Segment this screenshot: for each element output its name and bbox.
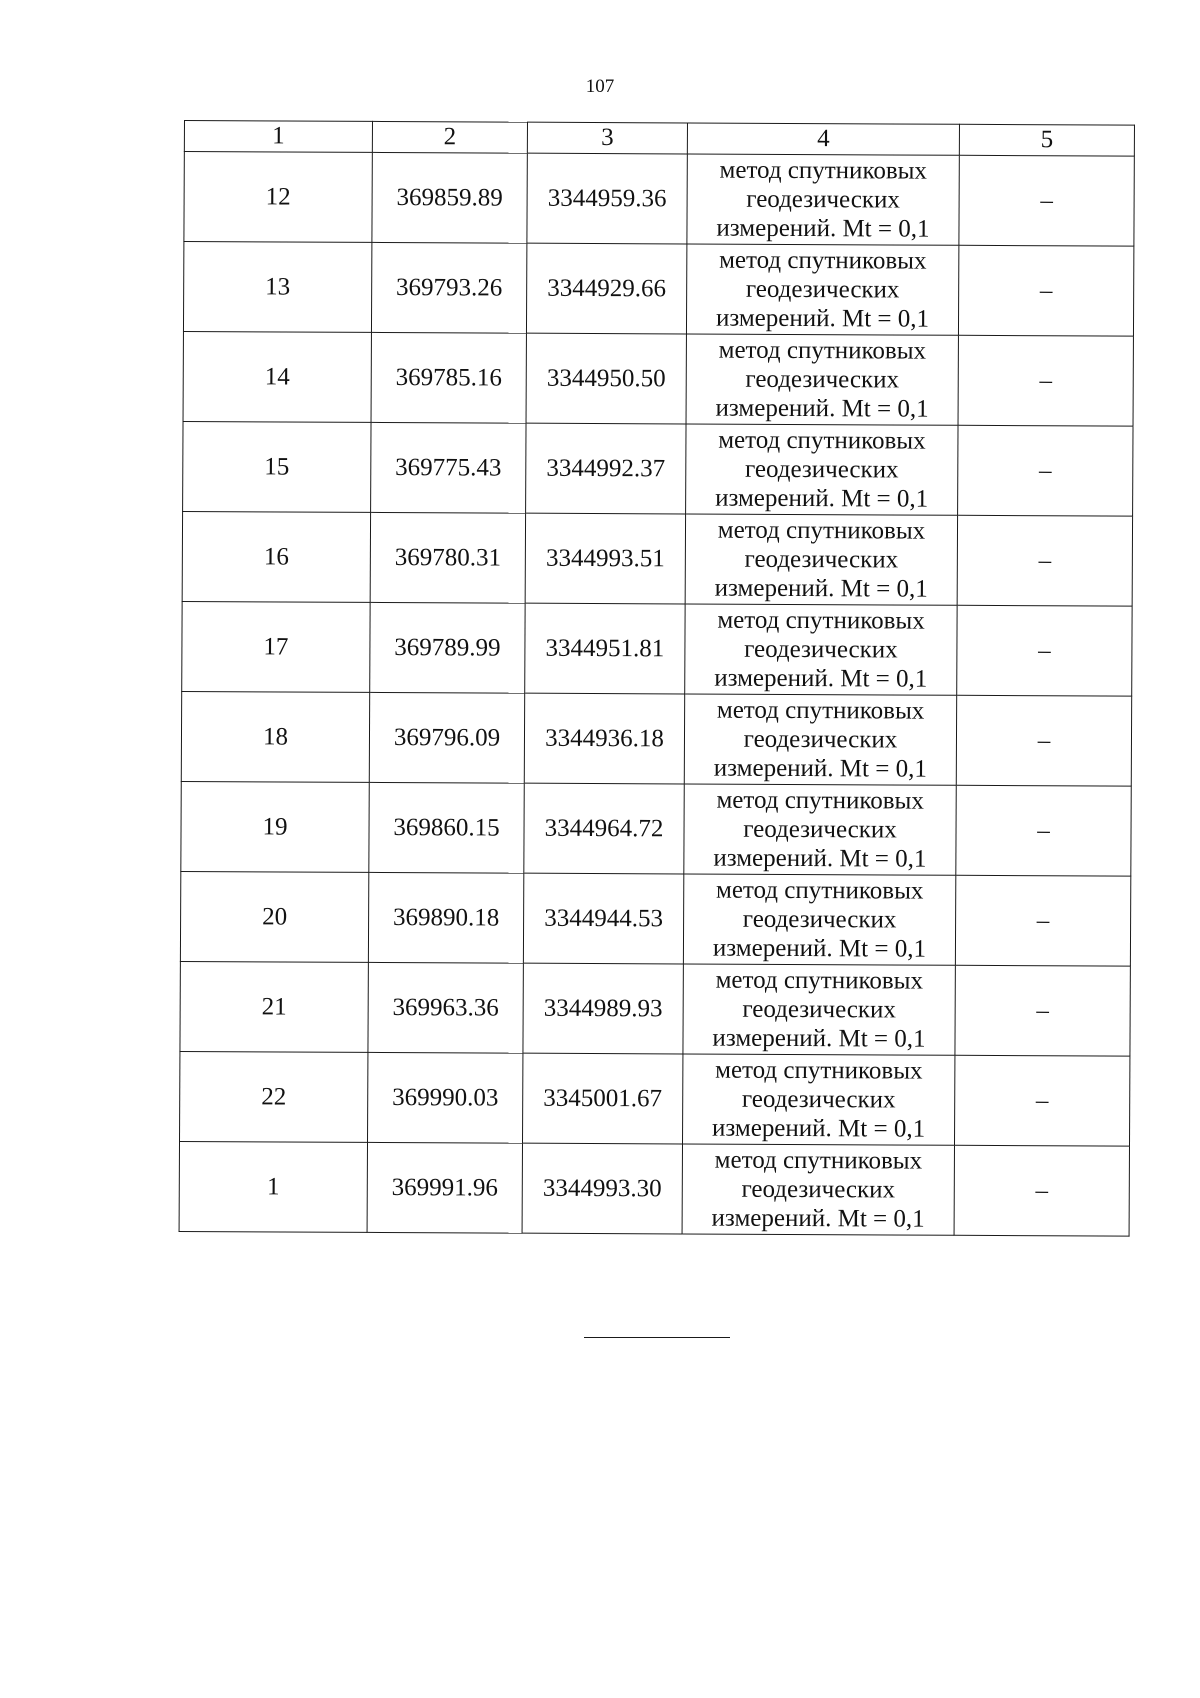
- method-cell: [683, 1054, 955, 1145]
- x-coordinate-cell: 369796.09: [369, 692, 524, 783]
- method-cell: [685, 514, 957, 605]
- y-coordinate-cell: 3344929.66: [526, 243, 686, 334]
- method-text-line: геодезических: [744, 455, 899, 484]
- method-text-line: метод спутниковых: [718, 336, 927, 365]
- point-number-cell: 22: [180, 1051, 368, 1142]
- method-text-line: метод спутниковых: [718, 426, 926, 455]
- x-coordinate-cell: 369789.99: [370, 602, 525, 693]
- column-header-1: 1: [184, 121, 372, 153]
- note-cell: –: [957, 605, 1132, 696]
- method-text-line: геодезических: [743, 815, 897, 844]
- y-coordinate-cell: 3344936.18: [524, 693, 684, 784]
- x-coordinate-cell: 369990.03: [368, 1052, 523, 1143]
- method-text-line: метод спутниковых: [714, 1146, 923, 1175]
- table-row: [180, 1051, 1130, 1146]
- table-row: [179, 1141, 1129, 1236]
- point-number-cell: 14: [183, 331, 371, 422]
- method-cell: [685, 604, 957, 695]
- table-row: [183, 242, 1133, 337]
- note-cell: –: [958, 425, 1133, 516]
- x-coordinate-cell: 369890.18: [368, 872, 523, 963]
- method-text-line: метод спутниковых: [717, 516, 926, 545]
- method-text-line: геодезических: [744, 635, 898, 664]
- method-text-line: геодезических: [742, 905, 897, 934]
- x-coordinate-cell: 369775.43: [371, 422, 526, 513]
- note-cell: –: [959, 155, 1134, 246]
- point-number-cell: 13: [183, 242, 371, 333]
- y-coordinate-cell: 3344989.93: [523, 963, 683, 1054]
- table-row: [181, 691, 1131, 786]
- method-text-line: метод спутниковых: [715, 876, 924, 905]
- method-text-line: геодезических: [741, 1175, 896, 1204]
- note-cell: –: [955, 965, 1130, 1056]
- table-body: [179, 152, 1134, 1237]
- y-coordinate-cell: 3344959.36: [527, 153, 687, 244]
- method-text-line: измерений. Mt = 0,1: [712, 934, 927, 963]
- method-text-line: геодезических: [742, 995, 897, 1024]
- y-coordinate-cell: 3344951.81: [525, 603, 685, 694]
- x-coordinate-cell: 369780.31: [370, 512, 525, 603]
- method-text-line: измерений. Mt = 0,1: [711, 1204, 925, 1233]
- method-text-line: метод спутниковых: [716, 696, 925, 725]
- table-header: [184, 121, 1134, 157]
- note-cell: –: [956, 695, 1131, 786]
- x-coordinate-cell: 369991.96: [367, 1142, 522, 1233]
- method-text-line: метод спутниковых: [715, 966, 924, 995]
- note-cell: –: [955, 875, 1130, 966]
- note-cell: –: [954, 1145, 1129, 1236]
- table-row: [180, 871, 1130, 966]
- table-row: [184, 152, 1134, 247]
- column-header-2: 2: [372, 121, 527, 153]
- method-cell: [683, 964, 955, 1055]
- column-header-4: 4: [687, 123, 959, 155]
- method-cell: [686, 244, 958, 335]
- table-row: [183, 421, 1133, 516]
- method-text-line: измерений. Mt = 0,1: [713, 754, 927, 783]
- method-text-line: геодезических: [743, 725, 898, 754]
- note-cell: –: [956, 785, 1131, 876]
- header-row: [184, 121, 1134, 157]
- y-coordinate-cell: 3345001.67: [523, 1053, 683, 1144]
- method-text-line: геодезических: [744, 545, 899, 574]
- note-cell: –: [954, 1055, 1129, 1146]
- method-text-line: метод спутниковых: [719, 156, 928, 185]
- table-row: [183, 331, 1133, 426]
- closing-rule: [584, 1337, 730, 1338]
- method-cell: [684, 784, 956, 875]
- y-coordinate-cell: 3344992.37: [526, 423, 686, 514]
- note-cell: –: [958, 245, 1133, 336]
- column-header-5: 5: [959, 124, 1134, 156]
- table-row: [182, 601, 1132, 696]
- point-number-cell: 17: [182, 601, 370, 692]
- point-number-cell: 16: [182, 511, 370, 602]
- method-text-line: измерений. Mt = 0,1: [715, 394, 929, 423]
- method-text-line: измерений. Mt = 0,1: [712, 1024, 926, 1053]
- note-cell: –: [957, 515, 1132, 606]
- method-cell: [686, 334, 958, 425]
- point-number-cell: 21: [180, 961, 368, 1052]
- method-text-line: метод спутниковых: [715, 1056, 923, 1085]
- y-coordinate-cell: 3344993.30: [522, 1143, 682, 1234]
- method-text-line: измерений. Mt = 0,1: [714, 664, 928, 693]
- method-cell: [684, 694, 956, 785]
- method-text-line: геодезических: [745, 365, 900, 394]
- point-number-cell: 19: [181, 781, 369, 872]
- y-coordinate-cell: 3344964.72: [524, 783, 684, 874]
- column-header-3: 3: [527, 122, 687, 154]
- note-cell: –: [958, 335, 1133, 426]
- table-row: [180, 961, 1130, 1056]
- x-coordinate-cell: 369963.36: [368, 962, 523, 1053]
- point-number-cell: 1: [179, 1141, 367, 1232]
- coordinates-table: [179, 120, 1135, 1237]
- method-cell: [683, 874, 955, 965]
- method-cell: [686, 424, 958, 515]
- method-text-line: измерений. Mt = 0,1: [711, 1114, 926, 1143]
- method-text-line: геодезических: [746, 185, 900, 214]
- page-number: 107: [585, 76, 615, 97]
- x-coordinate-cell: 369860.15: [369, 782, 524, 873]
- method-text-line: измерений. Mt = 0,1: [715, 304, 930, 333]
- point-number-cell: 20: [180, 871, 368, 962]
- method-cell: [682, 1144, 954, 1235]
- point-number-cell: 18: [181, 691, 369, 782]
- method-text-line: метод спутниковых: [717, 606, 925, 635]
- method-text-line: геодезических: [745, 275, 900, 304]
- point-number-cell: 15: [183, 421, 371, 512]
- y-coordinate-cell: 3344950.50: [526, 333, 686, 424]
- y-coordinate-cell: 3344944.53: [523, 873, 683, 964]
- point-number-cell: 12: [184, 152, 372, 243]
- table-row: [181, 781, 1131, 876]
- method-text-line: геодезических: [741, 1085, 896, 1114]
- x-coordinate-cell: 369793.26: [371, 242, 526, 333]
- method-cell: [687, 154, 959, 245]
- method-text-line: измерений. Mt = 0,1: [715, 484, 929, 513]
- method-text-line: метод спутниковых: [719, 246, 927, 275]
- method-text-line: измерений. Mt = 0,1: [716, 214, 930, 243]
- method-text-line: измерений. Mt = 0,1: [713, 844, 927, 873]
- y-coordinate-cell: 3344993.51: [525, 513, 685, 604]
- x-coordinate-cell: 369859.89: [372, 152, 527, 243]
- method-text-line: метод спутниковых: [716, 786, 924, 815]
- method-text-line: измерений. Mt = 0,1: [714, 574, 928, 603]
- x-coordinate-cell: 369785.16: [371, 332, 526, 423]
- table-row: [182, 511, 1132, 606]
